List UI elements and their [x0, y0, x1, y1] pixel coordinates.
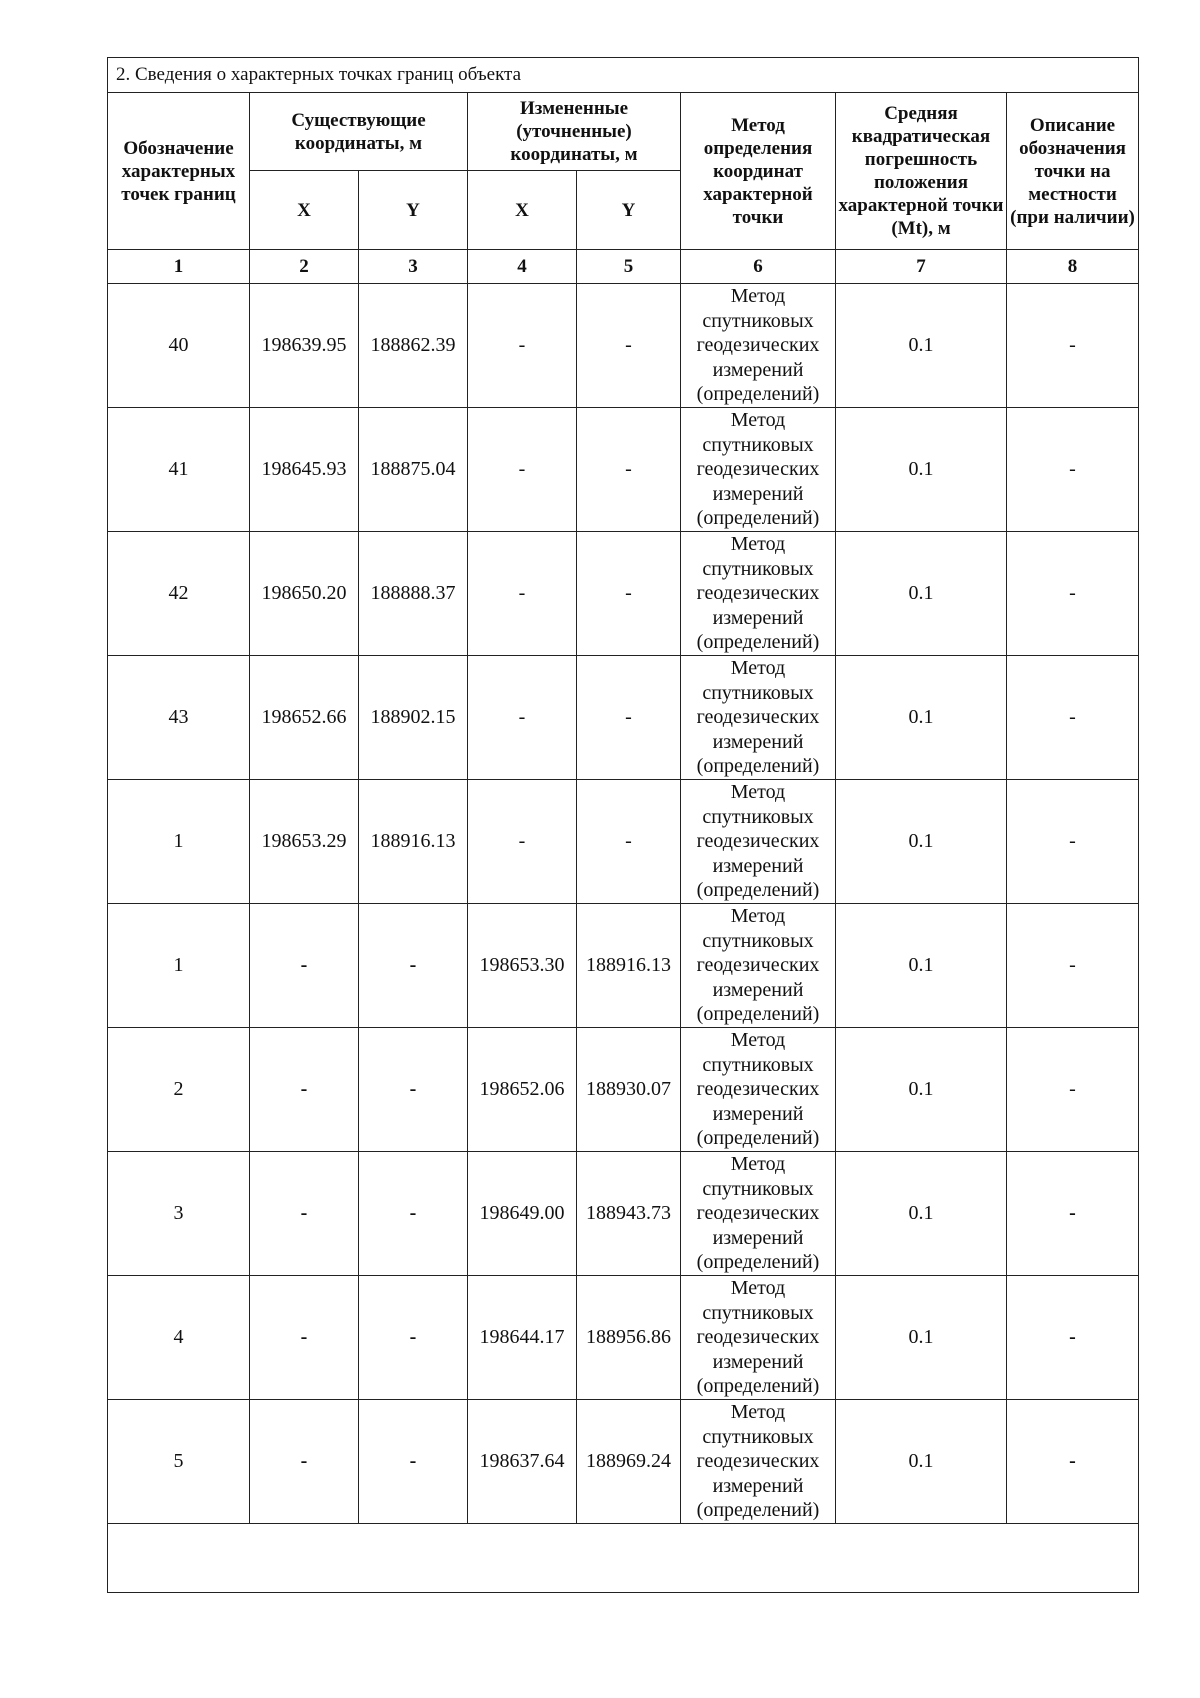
changed-y-cell: -: [577, 284, 681, 408]
table-row: [108, 284, 1139, 408]
changed-y-cell: 188916.13: [577, 904, 681, 1028]
mean-error-cell: 0.1: [836, 408, 1007, 532]
empty-cell: [108, 1524, 1139, 1593]
method-cell: Метод спутниковых геодезических измерений (определений): [681, 780, 836, 904]
method-cell: Метод спутниковых геодезических измерений (определений): [681, 408, 836, 532]
point-designation-cell: 3: [108, 1152, 250, 1276]
column-number: 4: [468, 250, 577, 284]
mean-error-cell: 0.1: [836, 1028, 1007, 1152]
point-designation-cell: 2: [108, 1028, 250, 1152]
table-row: [108, 656, 1139, 780]
point-designation-cell: 43: [108, 656, 250, 780]
description-cell: -: [1007, 284, 1139, 408]
point-designation-cell: 5: [108, 1400, 250, 1524]
table-row: [108, 904, 1139, 1028]
column-number: 5: [577, 250, 681, 284]
section-title: 2. Сведения о характерных точках границ объекта: [108, 58, 1139, 93]
mean-error-cell: 0.1: [836, 284, 1007, 408]
column-number: 3: [359, 250, 468, 284]
existing-x-cell: -: [250, 904, 359, 1028]
changed-x-cell: -: [468, 532, 577, 656]
boundary-points-table: [107, 57, 1139, 1593]
point-designation-cell: 41: [108, 408, 250, 532]
mean-error-cell: 0.1: [836, 1400, 1007, 1524]
existing-y-cell: 188888.37: [359, 532, 468, 656]
changed-x-cell: 198652.06: [468, 1028, 577, 1152]
column-number: 7: [836, 250, 1007, 284]
mean-error-cell: 0.1: [836, 1276, 1007, 1400]
table-row: [108, 408, 1139, 532]
point-designation-cell: 1: [108, 904, 250, 1028]
document-page: [107, 57, 1138, 1593]
header-changed-x: X: [468, 171, 577, 250]
empty-footer-row: [108, 1524, 1139, 1593]
method-cell: Метод спутниковых геодезических измерений (определений): [681, 1028, 836, 1152]
table-row: [108, 780, 1139, 904]
existing-y-cell: 188902.15: [359, 656, 468, 780]
method-cell: Метод спутниковых геодезических измерений (определений): [681, 1152, 836, 1276]
point-designation-cell: 42: [108, 532, 250, 656]
header-changed-y: Y: [577, 171, 681, 250]
existing-y-cell: 188862.39: [359, 284, 468, 408]
description-cell: -: [1007, 1152, 1139, 1276]
column-number: 6: [681, 250, 836, 284]
existing-x-cell: 198653.29: [250, 780, 359, 904]
table-row: [108, 1400, 1139, 1524]
existing-x-cell: 198645.93: [250, 408, 359, 532]
changed-x-cell: 198653.30: [468, 904, 577, 1028]
method-cell: Метод спутниковых геодезических измерений (определений): [681, 904, 836, 1028]
description-cell: -: [1007, 780, 1139, 904]
existing-y-cell: -: [359, 904, 468, 1028]
existing-y-cell: -: [359, 1276, 468, 1400]
mean-error-cell: 0.1: [836, 780, 1007, 904]
existing-x-cell: -: [250, 1028, 359, 1152]
column-number: 8: [1007, 250, 1139, 284]
point-designation-cell: 40: [108, 284, 250, 408]
mean-error-cell: 0.1: [836, 532, 1007, 656]
method-cell: Метод спутниковых геодезических измерений (определений): [681, 1400, 836, 1524]
column-number-row: [108, 250, 1139, 284]
existing-y-cell: 188916.13: [359, 780, 468, 904]
method-cell: Метод спутниковых геодезических измерений (определений): [681, 1276, 836, 1400]
description-cell: -: [1007, 532, 1139, 656]
changed-x-cell: -: [468, 780, 577, 904]
header-method: Метод определения координат характерной точки: [681, 93, 836, 250]
mean-error-cell: 0.1: [836, 1152, 1007, 1276]
mean-error-cell: 0.1: [836, 656, 1007, 780]
table-row: [108, 1152, 1139, 1276]
table-row: [108, 532, 1139, 656]
existing-y-cell: -: [359, 1028, 468, 1152]
description-cell: -: [1007, 1400, 1139, 1524]
existing-y-cell: -: [359, 1400, 468, 1524]
description-cell: -: [1007, 1276, 1139, 1400]
method-cell: Метод спутниковых геодезических измерений (определений): [681, 532, 836, 656]
header-existing-y: Y: [359, 171, 468, 250]
changed-x-cell: 198644.17: [468, 1276, 577, 1400]
existing-x-cell: -: [250, 1152, 359, 1276]
description-cell: -: [1007, 904, 1139, 1028]
changed-x-cell: 198637.64: [468, 1400, 577, 1524]
description-cell: -: [1007, 1028, 1139, 1152]
header-existing-coordinates: Существующие координаты, м: [250, 93, 468, 171]
point-designation-cell: 4: [108, 1276, 250, 1400]
existing-x-cell: -: [250, 1276, 359, 1400]
table-row: [108, 1028, 1139, 1152]
point-designation-cell: 1: [108, 780, 250, 904]
changed-y-cell: 188930.07: [577, 1028, 681, 1152]
header-description: Описание обозначения точки на местности (при наличии): [1007, 93, 1139, 250]
description-cell: -: [1007, 408, 1139, 532]
method-cell: Метод спутниковых геодезических измерений (определений): [681, 656, 836, 780]
changed-y-cell: 188956.86: [577, 1276, 681, 1400]
changed-y-cell: 188943.73: [577, 1152, 681, 1276]
existing-y-cell: -: [359, 1152, 468, 1276]
header-mean-error: Средняя квадратическая погрешность положения характерной точки (Mt), м: [836, 93, 1007, 250]
changed-y-cell: 188969.24: [577, 1400, 681, 1524]
description-cell: -: [1007, 656, 1139, 780]
column-number: 2: [250, 250, 359, 284]
existing-x-cell: 198652.66: [250, 656, 359, 780]
changed-y-cell: -: [577, 532, 681, 656]
changed-y-cell: -: [577, 408, 681, 532]
changed-x-cell: -: [468, 408, 577, 532]
existing-x-cell: 198650.20: [250, 532, 359, 656]
mean-error-cell: 0.1: [836, 904, 1007, 1028]
table-row: [108, 1276, 1139, 1400]
changed-x-cell: -: [468, 284, 577, 408]
header-point-designation: Обозначение характерных точек границ: [108, 93, 250, 250]
header-changed-coordinates: Измененные (уточненные) координаты, м: [468, 93, 681, 171]
changed-x-cell: 198649.00: [468, 1152, 577, 1276]
existing-x-cell: 198639.95: [250, 284, 359, 408]
column-number: 1: [108, 250, 250, 284]
changed-y-cell: -: [577, 780, 681, 904]
existing-x-cell: -: [250, 1400, 359, 1524]
existing-y-cell: 188875.04: [359, 408, 468, 532]
header-existing-x: X: [250, 171, 359, 250]
changed-y-cell: -: [577, 656, 681, 780]
method-cell: Метод спутниковых геодезических измерений (определений): [681, 284, 836, 408]
changed-x-cell: -: [468, 656, 577, 780]
